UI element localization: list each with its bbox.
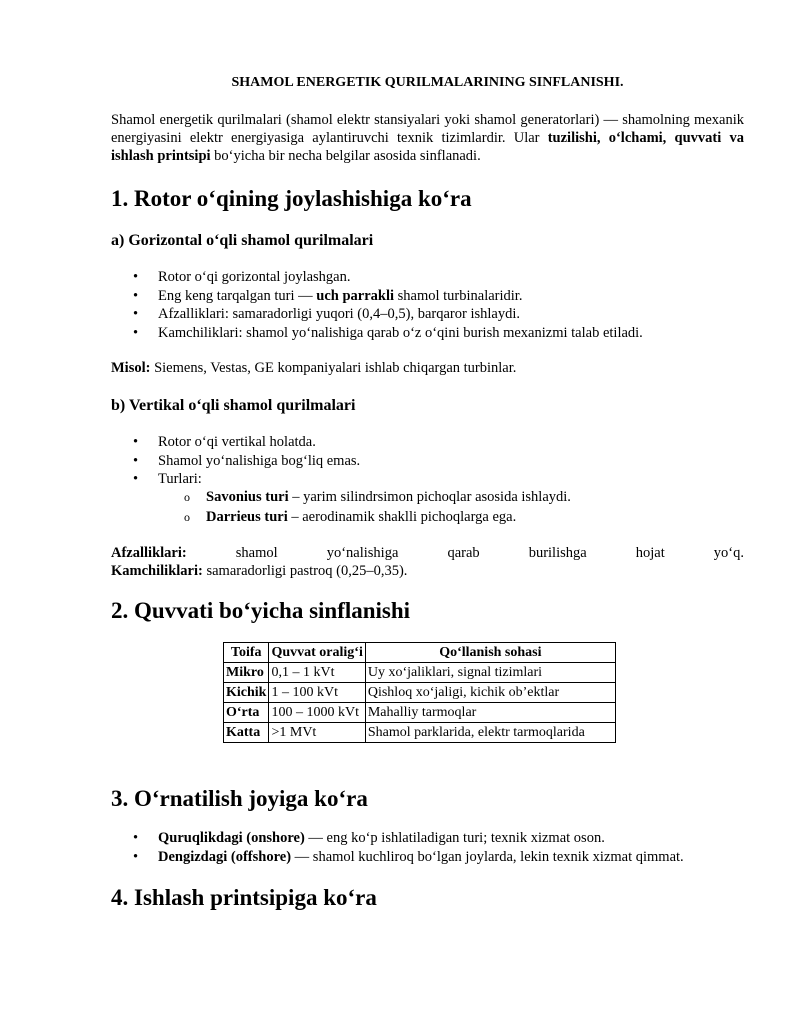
section1-heading: 1. Rotor o‘qining joylashishiga ko‘ra — [111, 186, 472, 211]
table-cell: Mahalliy tarmoqlar — [365, 703, 615, 723]
bullet-icon: • — [133, 287, 139, 304]
section1b-list — [111, 433, 744, 489]
list-item: • Rotor o‘qi vertikal holatda. — [133, 434, 316, 450]
list-item: • Dengizdagi (offshore) — shamol kuchliroq bo‘lgan joylarda, lekin texnik xizmat qimmat. — [133, 848, 684, 865]
advantages-line: Afzalliklari: shamol yo‘nalishiga qarab burilishga hojat yo‘q. — [111, 545, 744, 561]
intro-text-1: Shamol energetik qurilmalari (shamol elektr stansiyalari yoki shamol generatorlari) — shamolning mexanik energiyasini elektr energiyasiga aylantiruvchi texnik tizimlardir. Ular — [111, 112, 744, 146]
intro-bold: tuzilishi, o‘lchami, quvvati va ishlash printsipi — [111, 130, 744, 164]
bullet-icon: • — [133, 324, 139, 341]
table-header-cell: Toifa — [224, 643, 269, 663]
section4-heading: 4. Ishlash printsipiga ko‘ra — [111, 885, 377, 910]
table-header-cell: Quvvat oralig‘i — [269, 643, 365, 663]
table-cell: Qishloq xo‘jaligi, kichik ob’ektlar — [365, 683, 615, 703]
table-row — [224, 683, 616, 703]
table-cell: Shamol parklarida, elektr tarmoqlarida — [365, 723, 615, 743]
example-paragraph: Misol: Siemens, Vestas, GE kompaniyalari ishlab chiqargan turbinlar. — [111, 360, 517, 376]
list-item: • Quruqlikdagi (onshore) — eng ko‘p ishlatiladigan turi; texnik xizmat oson. — [133, 830, 605, 846]
document-title: SHAMOL ENERGETIK QURILMALARINING SINFLANISHI. — [231, 75, 624, 90]
table-row — [224, 703, 616, 723]
table-row — [224, 723, 616, 743]
table-cell: Mikro — [224, 663, 269, 683]
disadvantages-line: Kamchiliklari: samaradorligi pastroq (0,25–0,35). — [111, 563, 408, 579]
table-cell: 100 – 1000 kVt — [269, 703, 365, 723]
bullet-icon: • — [133, 452, 139, 469]
sublist-item: o Savonius turi – yarim silindrsimon pichoqlar asosida ishlaydi. — [111, 488, 571, 508]
circle-bullet-icon: o — [184, 490, 190, 504]
bullet-icon: • — [133, 269, 139, 285]
section2-heading: 2. Quvvati bo‘yicha sinflanishi — [111, 598, 411, 623]
power-class-table — [223, 642, 616, 743]
intro-paragraph — [111, 111, 744, 165]
types-sublist — [111, 488, 571, 527]
table-row — [224, 663, 616, 683]
list-item: • Rotor o‘qi gorizontal joylashgan. — [133, 269, 351, 285]
bullet-icon: • — [133, 830, 139, 846]
list-item: • Eng keng tarqalgan turi — uch parrakli shamol turbinalaridir. — [133, 287, 523, 304]
section1a-heading: a) Gorizontal o‘qli shamol qurilmalari — [111, 232, 374, 249]
list-item: • Shamol yo‘nalishiga bog‘liq emas. — [133, 452, 361, 469]
bullet-icon: • — [133, 306, 139, 322]
bullet-icon: • — [133, 848, 139, 865]
bullet-icon: • — [133, 434, 139, 450]
table-cell: Uy xo‘jaliklari, signal tizimlari — [365, 663, 615, 683]
sublist-item: o Darrieus turi – aerodinamik shaklli pichoqlarga ega. — [111, 508, 571, 528]
table-cell: Kichik — [224, 683, 269, 703]
table-header-row — [224, 643, 616, 663]
example-label: Misol: — [111, 360, 151, 376]
table-header-cell: Qo‘llanish sohasi — [365, 643, 615, 663]
table-cell: 0,1 – 1 kVt — [269, 663, 365, 683]
table-cell: O‘rta — [224, 703, 269, 723]
list-item: • Kamchiliklari: shamol yo‘nalishiga qarab o‘z o‘qini burish mexanizmi talab etiladi. — [133, 324, 643, 341]
table-cell: 1 – 100 kVt — [269, 683, 365, 703]
intro-text-2: bo‘yicha bir necha belgilar asosida sinflanadi. — [210, 148, 481, 164]
section3-list — [111, 829, 744, 866]
advantages-paragraph — [111, 544, 744, 580]
circle-bullet-icon: o — [184, 509, 190, 524]
list-item: • Afzalliklari: samaradorligi yuqori (0,4–0,5), barqaror ishlaydi. — [133, 306, 520, 322]
table-cell: Katta — [224, 723, 269, 743]
section3-heading: 3. O‘rnatilish joyiga ko‘ra — [111, 786, 368, 811]
section1b-heading: b) Vertikal o‘qli shamol qurilmalari — [111, 397, 356, 414]
list-item: • Turlari: — [133, 471, 202, 487]
section1a-list — [111, 268, 744, 342]
table-cell: >1 MVt — [269, 723, 365, 743]
bullet-icon: • — [133, 471, 139, 487]
